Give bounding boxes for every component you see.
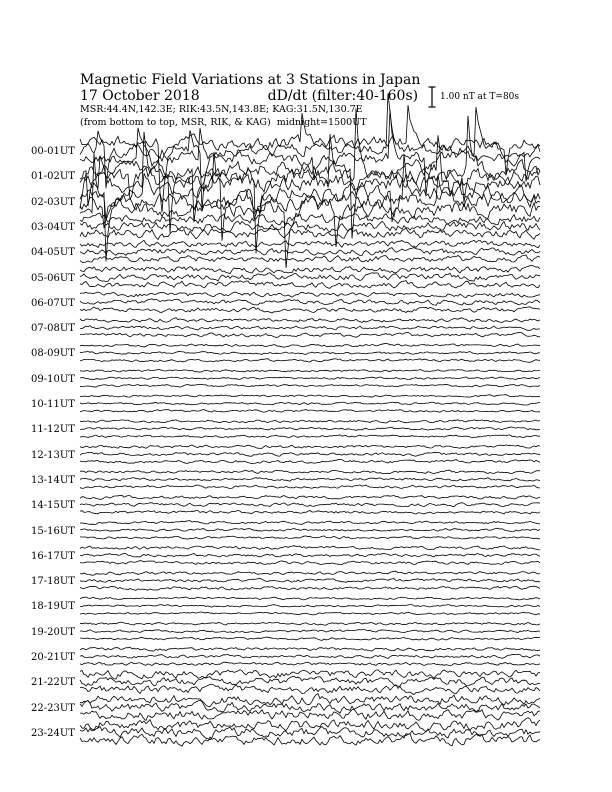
trace-KAG-20-21UT — [80, 647, 540, 651]
trace-RIK-06-07UT — [80, 299, 540, 305]
trace-MSR-23-24UT — [80, 733, 540, 746]
trace-RIK-13-14UT — [80, 478, 540, 482]
trace-MSR-18-19UT — [80, 612, 540, 615]
trace-MSR-05-06UT — [80, 281, 540, 289]
trace-KAG-07-08UT — [80, 318, 540, 323]
trace-MSR-14-15UT — [80, 510, 540, 514]
trace-KAG-16-17UT — [80, 546, 540, 550]
trace-KAG-19-20UT — [80, 622, 540, 625]
hour-label-16-17UT: 16-17UT — [31, 550, 75, 562]
trace-MSR-04-05UT — [80, 255, 540, 263]
trace-KAG-23-24UT — [80, 718, 540, 732]
trace-KAG-11-12UT — [80, 420, 540, 423]
trace-MSR-12-13UT — [80, 459, 540, 463]
trace-MSR-19-20UT — [80, 637, 540, 640]
hour-label-07-08UT: 07-08UT — [31, 323, 75, 335]
trace-KAG-02-03UT — [80, 152, 540, 261]
hour-label-19-20UT: 19-20UT — [31, 626, 75, 638]
chart-date: 17 October 2018 — [80, 88, 200, 104]
trace-KAG-17-18UT — [80, 571, 540, 575]
trace-MSR-07-08UT — [80, 332, 540, 337]
hour-label-03-04UT: 03-04UT — [31, 221, 75, 233]
trace-MSR-06-07UT — [80, 307, 540, 313]
trace-RIK-19-20UT — [80, 630, 540, 633]
hour-label-11-12UT: 11-12UT — [31, 424, 75, 436]
chart-title: Magnetic Field Variations at 3 Stations in Japan — [80, 72, 421, 88]
order-note: (from bottom to top, MSR, RIK, & KAG) — [80, 117, 271, 128]
hour-label-22-23UT: 22-23UT — [31, 702, 75, 714]
trace-KAG-03-04UT — [80, 213, 540, 225]
hour-label-12-13UT: 12-13UT — [31, 449, 75, 461]
trace-RIK-12-13UT — [80, 452, 540, 456]
hour-label-02-03UT: 02-03UT — [31, 196, 75, 208]
hour-label-23-24UT: 23-24UT — [31, 727, 75, 739]
trace-KAG-10-11UT — [80, 395, 540, 398]
trace-MSR-20-21UT — [80, 662, 540, 665]
chart-quantity: dD/dt (filter:40-160s) — [267, 88, 419, 104]
trace-RIK-10-11UT — [80, 402, 540, 405]
trace-RIK-20-21UT — [80, 654, 540, 658]
trace-KAG-08-09UT — [80, 344, 540, 348]
trace-RIK-14-15UT — [80, 503, 540, 507]
scale-label: 1.00 nT at T=80s — [440, 92, 520, 102]
trace-KAG-06-07UT — [80, 292, 540, 298]
trace-RIK-03-04UT — [80, 221, 540, 232]
hour-label-05-06UT: 05-06UT — [31, 272, 75, 284]
hour-label-20-21UT: 20-21UT — [31, 652, 75, 663]
trace-RIK-00-01UT — [80, 93, 540, 210]
trace-KAG-05-06UT — [80, 265, 540, 273]
trace-KAG-13-14UT — [80, 470, 540, 473]
trace-MSR-21-22UT — [80, 684, 540, 694]
trace-RIK-04-05UT — [80, 248, 540, 256]
hour-label-10-11UT: 10-11UT — [31, 399, 75, 410]
hour-label-04-05UT: 04-05UT — [31, 247, 75, 259]
hour-label-15-16UT: 15-16UT — [31, 525, 75, 537]
trace-KAG-04-05UT — [80, 240, 540, 247]
trace-MSR-15-16UT — [80, 536, 540, 539]
trace-MSR-17-18UT — [80, 586, 540, 590]
trace-RIK-15-16UT — [80, 528, 540, 531]
trace-MSR-13-14UT — [80, 485, 540, 489]
trace-RIK-05-06UT — [80, 273, 540, 282]
trace-RIK-07-08UT — [80, 326, 540, 331]
trace-MSR-10-11UT — [80, 410, 540, 413]
trace-RIK-11-12UT — [80, 427, 540, 430]
hour-label-13-14UT: 13-14UT — [31, 474, 75, 486]
trace-MSR-03-04UT — [80, 228, 540, 240]
trace-KAG-12-13UT — [80, 445, 540, 449]
trace-RIK-09-10UT — [80, 377, 540, 380]
trace-MSR-11-12UT — [80, 435, 540, 438]
trace-KAG-09-10UT — [80, 370, 540, 373]
hour-label-09-10UT: 09-10UT — [31, 373, 75, 385]
hour-label-06-07UT: 06-07UT — [31, 297, 75, 309]
hour-label-17-18UT: 17-18UT — [31, 576, 75, 588]
midnight-note: midnight=1500UT — [276, 117, 367, 128]
trace-KAG-18-19UT — [80, 597, 540, 600]
hour-label-21-22UT: 21-22UT — [31, 677, 75, 689]
trace-MSR-09-10UT — [80, 384, 540, 387]
trace-RIK-17-18UT — [80, 578, 540, 582]
hour-label-01-02UT: 01-02UT — [31, 171, 75, 183]
station-coordinates: MSR:44.4N,142.3E; RIK:43.5N,143.8E; KAG:31.5N,130.7E — [80, 104, 363, 115]
hour-label-18-19UT: 18-19UT — [31, 601, 75, 613]
trace-MSR-08-09UT — [80, 359, 540, 363]
hour-label-08-09UT: 08-09UT — [31, 348, 75, 360]
hour-label-00-01UT: 00-01UT — [31, 146, 75, 157]
trace-MSR-16-17UT — [80, 561, 540, 565]
hour-label-14-15UT: 14-15UT — [31, 500, 75, 512]
trace-KAG-14-15UT — [80, 495, 540, 499]
trace-RIK-18-19UT — [80, 605, 540, 608]
trace-RIK-16-17UT — [80, 553, 540, 557]
trace-KAG-15-16UT — [80, 521, 540, 525]
trace-RIK-08-09UT — [80, 351, 540, 354]
